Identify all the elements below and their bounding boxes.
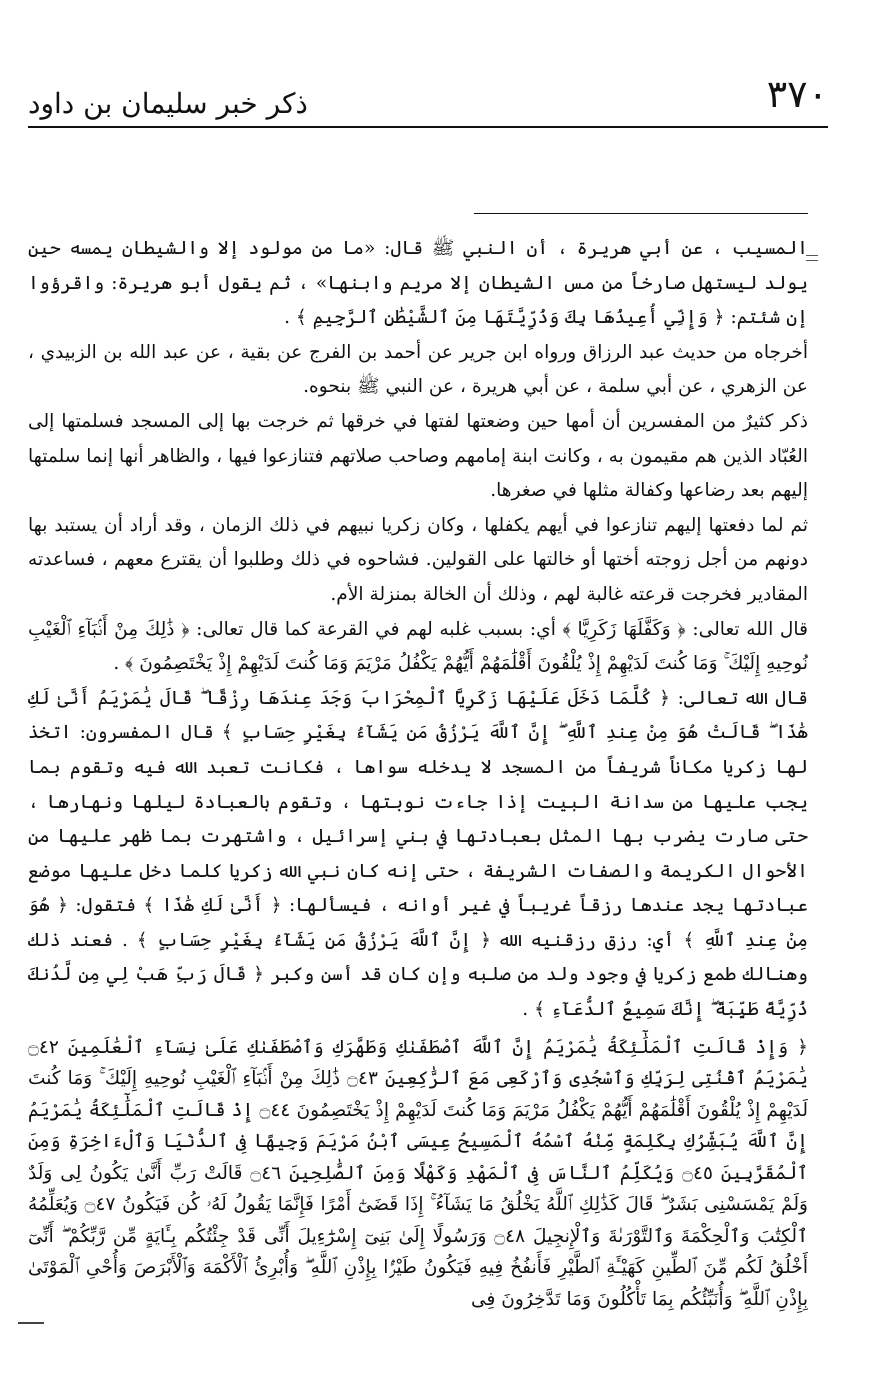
paragraph-hadith: المسيب ، عن أبي هريرة ، أن النبي ﷺ قال: «ما من مولود إلا والشيطان يمسه حين يولد ليستهل صارخاً من مس الشيطان إلا مريم وابنها» ، ثم يقول أبو هريرة: واقرؤوا إن شئتم: ﴿ وَإِنِّي أُعِيذُهَا بِكَ وَذُرِّيَّتَهَا مِنَ ٱلشَّيْطَٰنِ ٱلرَّجِيمِ ﴾ . <box>28 238 808 329</box>
paragraph-mufassirun: ذكر كثيرٌ من المفسرين أن أمها حين وضعتها لفتها في خرقها ثم خرجت بها إلى المسجد فسلمتها إلى العُبّاد الذين هم مقيمون به ، وكانت ابنة إمامهم وصاحب صلاتهم فتنازعوا فيها ، والظاهر أنها إنما سلمتها إليهم بعد رضاعها وكفالة مثلها في صغرها. <box>28 410 808 502</box>
section-separator-rule <box>474 213 808 214</box>
bottom-margin-mark <box>18 1322 44 1324</box>
body-text <box>28 232 808 1342</box>
header-rule <box>28 126 828 128</box>
quran-verse-block: ﴿ وَإِذْ قَالَتِ ٱلْمَلَٰٓئِكَةُ يَٰمَرْيَمُ إِنَّ ٱللَّهَ ٱصْطَفَىٰكِ وَطَهَّرَكِ وَٱصْطَفَىٰكِ عَلَىٰ نِسَآءِ ٱلْعَٰلَمِينَ ۝٤٢ يَٰمَرْيَمُ ٱقْنُتِى لِرَبِّكِ وَٱسْجُدِى وَٱرْكَعِى مَعَ ٱلرَّٰكِعِينَ ۝٤٣ ذَٰلِكَ مِنْ أَنۢبَآءِ ٱلْغَيْبِ نُوحِيهِ إِلَيْكَ ۚ وَمَا كُنتَ لَدَيْهِمْ إِذْ يُلْقُونَ أَقْلَٰمَهُمْ أَيُّهُمْ يَكْفُلُ مَرْيَمَ وَمَا كُنتَ لَدَيْهِمْ إِذْ يَخْتَصِمُونَ ۝٤٤ إِذْ قَالَتِ ٱلْمَلَٰٓئِكَةُ يَٰمَرْيَمُ إِنَّ ٱللَّهَ يُبَشِّرُكِ بِكَلِمَةٍ مِّنْهُ ٱسْمُهُ ٱلْمَسِيحُ عِيسَى ٱبْنُ مَرْيَمَ وَجِيهًا فِى ٱلدُّنْيَا وَٱلْءَاخِرَةِ وَمِنَ ٱلْمُقَرَّبِينَ ۝٤٥ وَيُكَلِّمُ ٱلنَّاسَ فِى ٱلْمَهْدِ وَكَهْلًا وَمِنَ ٱلصَّٰلِحِينَ ۝٤٦ قَالَتْ رَبِّ أَنَّىٰ يَكُونُ لِى وَلَدٌ وَلَمْ يَمْسَسْنِى بَشَرٌ ۖ قَالَ كَذَٰلِكِ ٱللَّهُ يَخْلُقُ مَا يَشَآءُ ۚ إِذَا قَضَىٰٓ أَمْرًا فَإِنَّمَا يَقُولُ لَهُۥ كُن فَيَكُونُ ۝٤٧ وَيُعَلِّمُهُ ٱلْكِتَٰبَ وَٱلْحِكْمَةَ وَٱلتَّوْرَىٰةَ وَٱلْإِنجِيلَ ۝٤٨ وَرَسُولًا إِلَىٰ بَنِىٓ إِسْرَٰٓءِيلَ أَنِّى قَدْ جِئْتُكُم بِـَٔايَةٍ مِّن رَّبِّكُمْ ۖ أَنِّىٓ أَخْلُقُ لَكُم مِّنَ ٱلطِّينِ كَهَيْـَٔةِ ٱلطَّيْرِ فَأَنفُخُ فِيهِ فَيَكُونُ طَيْرًۢا بِإِذْنِ ٱللَّهِ ۖ وَأُبْرِئُ ٱلْأَكْمَهَ وَٱلْأَبْرَصَ وَأُحْىِ ٱلْمَوْتَىٰ بِإِذْنِ ٱللَّهِ ۖ وَأُنَبِّئُكُم بِمَا تَأْكُلُونَ وَمَا تَدَّخِرُونَ فِى <box>28 1036 808 1310</box>
paragraph-isnad: أخرجاه من حديث عبد الرزاق ورواه ابن جرير عن أحمد بن الفرج عن بقية ، عن عبد الله بن الزبيدي ، عن الزهري ، عن أبي سلمة ، عن أبي هريرة ، عن النبي ﷺ بنحوه. <box>28 341 808 398</box>
page-header <box>28 70 828 128</box>
page-number: ٣٧٠ <box>766 72 828 116</box>
running-title: ذكر خبر سليمان بن داود <box>28 87 308 120</box>
paragraph-tanazu: ثم لما دفعتها إليهم تنازعوا في أيهم يكفلها ، وكان زكريا نبيهم في ذلك الزمان ، وقد أراد أن يستبد بها دونهم من أجل زوجته أختها أو خالتها على القولين. فشاحوه في ذلك وطلبوا أن يقترع معهم ، فساعدته المقادير فخرجت قرعته غالبة لهم ، وذلك أن الخالة بمنزلة الأم. <box>28 514 808 605</box>
paragraph-mihrab: قال الله تعالى: ﴿ كُلَّمَا دَخَلَ عَلَيْهَا زَكَرِيَّا ٱلْمِحْرَابَ وَجَدَ عِندَهَا رِزْقًا ۖ قَالَ يَٰمَرْيَمُ أَنَّىٰ لَكِ هَٰذَا ۖ قَالَتْ هُوَ مِنْ عِندِ ٱللَّهِ ۖ إِنَّ ٱللَّهَ يَرْزُقُ مَن يَشَآءُ بِغَيْرِ حِسَابٍ ﴾ قال المفسرون: اتخذ لها زكريا مكاناً شريفاً من المسجد لا يدخله سواها ، فكانت تعبد الله فيه وتقوم بما يجب عليها من سدانة البيت إذا جاءت نوبتها ، وتقوم بالعبادة ليلها ونهارها ، حتى صارت يضرب بها المثل بعبادتها في بني إسرائيل ، واشتهرت بما ظهر عليها من الأحوال الكريمة والصفات الشريفة ، حتى إنه كان نبي الله زكريا كلما دخل عليها موضع عبادتها يجد عندها رزقاً غريباً في غير أوانه ، فيسألها: ﴿ أَنَّىٰ لَكِ هَٰذَا ﴾ فتقول: ﴿ هُوَ مِنْ عِندِ ٱللَّهِ ﴾ أي: رزق رزقنيه الله ﴿ إِنَّ ٱللَّهَ يَرْزُقُ مَن يَشَآءُ بِغَيْرِ حِسَابٍ ﴾ . فعند ذلك وهنالك طمع زكريا في وجود ولد من صلبه وإن كان قد أسن وكبر ﴿ قَالَ رَبِّ هَبْ لِي مِن لَّدُنكَ ذُرِّيَّةً طَيِّبَةً ۖ إِنَّكَ سَمِيعُ ٱلدُّعَآءِ ﴾ . <box>28 687 808 1021</box>
paragraph-kaffalaha: قال الله تعالى: ﴿ وَكَفَّلَهَا زَكَرِيَّا ﴾ أي: بسبب غلبه لهم في القرعة كما قال تعالى: ﴿ ذَٰلِكَ مِنْ أَنۢبَآءِ ٱلْغَيْبِ نُوحِيهِ إِلَيْكَ ۚ وَمَا كُنتَ لَدَيْهِمْ إِذْ يُلْقُونَ أَقْلَٰمَهُمْ أَيُّهُمْ يَكْفُلُ مَرْيَمَ وَمَا كُنتَ لَدَيْهِمْ إِذْ يَخْتَصِمُونَ ﴾ . <box>28 618 808 675</box>
